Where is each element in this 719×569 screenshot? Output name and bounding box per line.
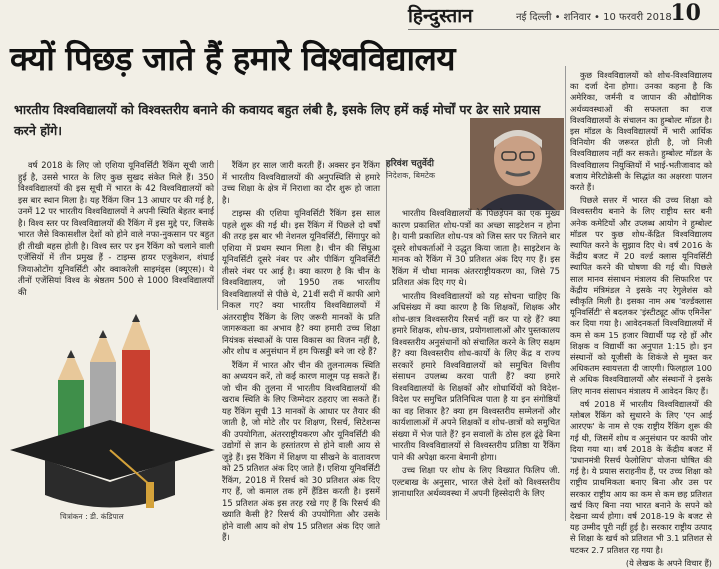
column-rule <box>565 66 566 521</box>
headline: क्यों पिछड़ जाते हैं हमारे विश्वविद्यालय <box>10 39 456 78</box>
paragraph: रैंकिंग में भारत और चीन की तुलनात्मक स्थिति का अध्ययन करें, तो कई कारण मालूम पड़ सकते हैं। जो चीन की तुलना में भारतीय विश्वविद्यालयों की खराब स्थिति के लिए जिम्मेदार ठहराए जा सकते हैं। यह रैंकिंग सूची 13 मानकों के आधार पर तैयार की जाती है, जो मोटे तौर पर शिक्षण, रिसर्च, सिटेशन्स की उपयोगिता, अंतरराष्ट्रीयकरण और यूनिवर्सिटी की उद्योगों से ज्ञान के हस्तांतरण से होने वाली आय से जुड़े हैं। इस रैंकिंग में शिक्षण या सीखने के वातावरण को 25 प्रतिशत अंक दिए जाते हैं। एशिया यूनिवर्सिटी रैंकिंग, 2018 में रिसर्च को 30 प्रतिशत अंक दिए गए हैं, जो कमाल तक हमें हैंडिस करती है। इसमें 15 प्रतिशत अंक इस तरह रखे गए हैं कि रिसर्च की ख्याति कैसी है? रिसर्च की उपयोगिता और उसके होने वाली आय को शेष 15 प्रतिशत अंक दिए जाते हैं। <box>222 359 380 542</box>
disclaimer: (ये लेखक के अपने विचार हैं) <box>625 557 712 568</box>
newspaper-logo: हिन्दुस्तान <box>408 5 473 27</box>
paragraph: भारतीय विश्वविद्यालयों के पिछड़ेपन का एक मुख्य कारण प्रकाशित शोध-पत्रों का अच्छा साइटेशन न होना है। यानी प्रकाशित शोध-पत्र को जिस स्तर पर जितने बार दूसरे शोधकर्ताओं ने उद्धृत किया जाता है। साइटेशन के मानक को रैंकिंग में 30 प्रतिशत अंक दिए गए हैं। इस रैंकिंग में चौथा मानक अंतरराष्ट्रीयकरण का, जिसे 75 प्रतिशत अंक दिए गए थे। <box>392 208 560 287</box>
pencils-graduation-cap-icon <box>0 310 220 515</box>
paragraph: रैंकिंग हर साल जारी करती हैं। अक्सर इन रैंकिंग में भारतीय विश्वविद्यालयों की अनुपस्थिति से हमारे उच्च शिक्षा के क्षेत्र में निराशा का दौर शुरू हो जाता है। <box>222 160 380 205</box>
date-line: नई दिल्ली • शनिवार • 10 फरवरी 2018 • <box>516 12 681 23</box>
article-column-1 <box>18 160 214 310</box>
page-number: 10 <box>670 0 701 26</box>
paragraph: कुछ विश्वविद्यालयों को शोध-विश्वविद्यालय का दर्जा देना होगा। उनका कहना है कि अमेरिका, जर्मनी व जापान की औद्योगिक अर्थव्यवस्थाओं की सफलता का राज विश्वविद्यालयों के संचालन का हुम्बोल्ट मॉडल है। इस मॉडल के विश्वविद्यालयों में भारी आर्थिक विनियोग की जरूरत होती है, जो निजी विश्वविद्यालय नहीं कर सकते। हुम्बोल्ट मॉडल के विश्वविद्यालय नियुक्तियों में भाई-भतीजावाद को बजाय मेरिटोक्रेसी के सिद्धांत का अक्षरशः पालन करते हैं। <box>570 70 712 193</box>
masthead <box>408 2 719 30</box>
article-column-4 <box>570 70 712 568</box>
paragraph: वर्ष 2018 के लिए जो एशिया यूनिवर्सिटी रैंकिंग सूची जारी हुई है, उससे भारत के लिए कुछ सुखद संकेत मिले हैं। 350 विश्वविद्यालयों की इस सूची में भारत के 42 विश्वविद्यालयों को इस बार स्थान मिला है। यह रैंकिंग जिन 13 आधार पर की गई है, उनमें 12 पर भारतीय विश्वविद्यालयों ने अपनी स्थिति बेहतर बनाई है। विश्व स्तर पर विश्वविद्यालयों की रैंकिंग में इस मुद्दे पर, जिसके भारत जैसे विकासशील देशों को होने वाले नफा-नुकसान पर बहुत ही तीखी बहस होती है। विश्व स्तर पर इन रैंकिंग को चलाने वाली एजेंसियों में तीन प्रमुख हैं - टाइम्स हायर एजुकेशन, शंघाई जियाओटोंग यूनिवर्सिटी और क्वाकरेली साइमंड्स (क्यूएस)। ये तीनों एजेंसियां विश्व के श्रेष्ठतम 500 से 1000 विश्वविद्यालयों की <box>18 160 214 297</box>
column-rule <box>386 160 387 520</box>
article-column-3 <box>392 208 560 524</box>
paragraph: पिछले सत्तर में भारत की उच्च शिक्षा को विश्वस्तरीय बनाने के लिए राष्ट्रीय स्तर बनी अनेक कमेटियों और उप्लब्ध आयोग ने हुम्बोल्ट मॉडल पर कुछ शोध-केंद्रित विश्वविद्यालय स्थापित करने के सुझाव दिए थे। वर्ष 2016 के केंद्रीय बजट में 20 वर्ल्ड क्लास यूनिवर्सिटी स्थापित करने की घोषणा की गई थी। पिछले साल मानव संसाधन मंत्रालय की सिफारिश पर केंद्रीय मंत्रिमंडल ने इसके नए रेगुलेशंस को स्वीकृति मिली है। इसका नाम अब 'वर्ल्डक्लास यूनिवर्सिटी' से बदलकर 'इंस्टीट्यूट ऑफ एमिनेंस' कर दिया गया है। आवेदनकर्ता विश्वविद्यालयों में कम से कम 15 हजार विद्यार्थी पढ़ रहे हों और शिक्षक व विद्यार्थी का अनुपात 1:15 हो। इन संस्थानों को यूजीसी के शिकंजे से मुक्त कर अधिकतम स्वायत्तता दी जाएगी। फिलहाल 100 से अधिक विश्वविद्यालयों और संस्थानों ने इसके लिए मानव संसाधन मंत्रालय में आवेदन किए हैं। <box>570 195 712 396</box>
paragraph: उच्च शिक्षा पर शोध के लिए विख्यात फिलिप जी. एल्टबाख के अनुसार, भारत जैसे देशों को विश्वस्तरीय ज्ञानाधारित अर्थव्यवस्था में अपनी हिस्सेदारी के लिए <box>392 465 560 498</box>
author-role: निदेशक, बिमटेक <box>386 171 436 180</box>
illustration <box>0 310 220 515</box>
illustration-credit: चित्रांकन : डी. कंडिपाल <box>60 512 124 521</box>
paragraph: भारतीय विश्वविद्यालयों को यह सोचना चाहिए कि अधिसंख्य में क्या कारण है कि शिक्षकों, शिक्षक और शोध-छात्र विश्वस्तरीय रिसर्च नहीं कर पा रहे हैं? क्या हमारे शिक्षक, शोध-छात्र, प्रयोगशालाओं और पुस्तकालय विश्वस्तरीय अनुसंधानों को संचालित करने के लिए सक्षम हैं? क्या विश्वस्तरीय शोध-कार्यों के लिए केंद्र व राज्य सरकारें हमारे विश्वविद्यालयों को समुचित वित्तीय संसाधन उपलब्ध करवा पाती हैं? क्या हमारे विश्वविद्यालयों के शिक्षकों और शोधार्थियों को विदेश-विदेश पर समुचित प्रतिनिधित्व पाता है या इन संगोष्ठियों का वह शिकार है? क्या हम विश्वस्तरीय सम्मेलनों और कार्यशालाओं में अपने शिक्षकों व शोध-छात्रों को समुचित संख्या में भेज पाते हैं? इन सवालों के ठोस हल ढूंढ़े बिना भारतीय विश्वविद्यालयों से विश्वस्तरीय प्रतिष्ठा या रैंकिंग पाने की अपेक्षा करना बेमानी होगा। <box>392 290 560 462</box>
author-box <box>386 118 564 210</box>
article-column-2 <box>222 160 380 542</box>
paragraph: टाइम्स की एशिया यूनिवर्सिटी रैंकिंग इस साल पहले शुरू की गई थी। इस रैंकिंग में पिछले दो वर्षों की तरह इस बार भी नेशनल यूनिवर्सिटी, सिंगापुर को एशिया में प्रथम स्थान मिला है। चीन की सिंघुआ यूनिवर्सिटी दूसरे नंबर पर और पीकिंग यूनिवर्सिटी तीसरे नंबर पर आई है। क्या कारण है कि चीन के विश्वविद्यालय, जो 1950 तक भारतीय विश्वविद्यालयों से पीछे थे, 21वीं सदी में काफी आगे निकल गए? क्या भारतीय विश्वविद्यालयों में अंतरराष्ट्रीय रैंकिंग के लिए जरूरी मानकों के प्रति जागरूकता का अभाव है? क्या हमारी उच्च शिक्षा नियंत्रक संस्थाओं के पास विकास का विजन नहीं है, और शोध व अनुसंधान में हम फिसड्डी बने जा रहे हैं? <box>222 208 380 356</box>
author-name: हरिवंश चतुर्वेदी <box>386 159 435 169</box>
author-photo <box>470 118 564 210</box>
subheadline: भारतीय विश्वविद्यालयों को विश्वस्तरीय बनाने की कवायद बहुत लंबी है, इसके लिए हमें कई मोर्चों पर ढेर सारे प्रयास करने होंगे। <box>14 102 541 138</box>
masthead-rule <box>408 29 719 30</box>
paragraph: वर्ष 2018 में भारतीय विश्वविद्यालयों की ग्लोबल रैंकिंग को सुधारने के लिए 'एन आई आरएफ' के नाम से एक राष्ट्रीय रैंकिंग शुरू की गई थी, जिसमें शोध व अनुसंधान पर काफी जोर दिया गया था। वर्ष 2018 के केंद्रीय बजट में 'प्रधानमंत्री रिसर्च फेलोशिप' योजना घोषित की गई है। ये प्रयास सराहनीय हैं, पर उच्च शिक्षा को राष्ट्रीय प्राथमिकता बनाए बिना और उस पर सरकार राष्ट्रीय आय का कम से कम छह प्रतिशत खर्च किए बिना नया भारत बनाने के सपने को देखना व्यर्थ होगा। वर्ष 2018-19 के बजट से यह उम्मीद पूरी नहीं हुई है। सरकार राष्ट्रीय उत्पाद से शिक्षा के खर्च को प्रतिशत भी 3.1 प्रतिशत से घटकर 2.7 प्रतिशत रह गया है। <box>570 398 712 555</box>
author-portrait-icon <box>470 118 564 210</box>
